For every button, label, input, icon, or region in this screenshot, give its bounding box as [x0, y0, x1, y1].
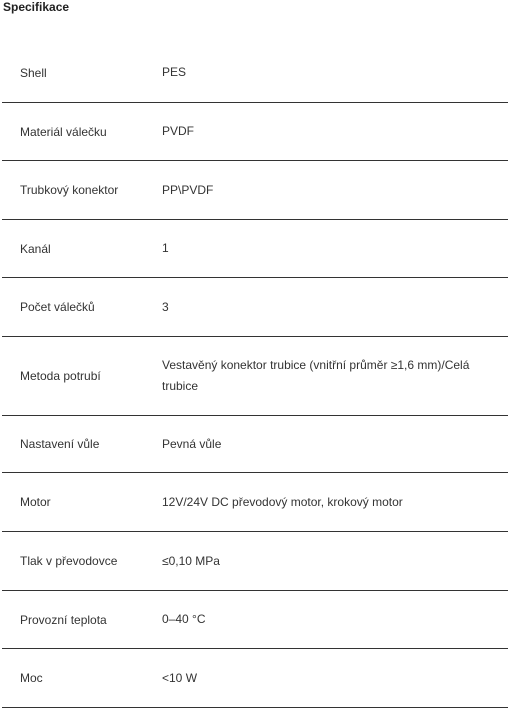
spec-value: 0–40 °C	[162, 612, 206, 626]
spec-row	[2, 337, 508, 416]
spec-table	[2, 43, 508, 708]
spec-row	[2, 278, 508, 337]
spec-row	[2, 43, 508, 103]
spec-row	[2, 161, 508, 220]
spec-value: Pevná vůle	[162, 436, 222, 451]
spec-value: PVDF	[162, 124, 195, 138]
spec-row	[2, 220, 508, 278]
spec-row	[2, 532, 508, 591]
spec-name: Tlak v převodovce	[20, 554, 118, 568]
spec-name: Kanál	[20, 241, 51, 256]
spec-value: ≤0,10 MPa	[162, 553, 220, 568]
spec-value: PP\PVDF	[162, 182, 214, 197]
spec-value: <10 W	[162, 670, 198, 685]
spec-name: Trubkový konektor	[20, 183, 119, 197]
spec-name: Moc	[20, 671, 43, 685]
spec-name: Motor	[20, 495, 51, 509]
spec-name: Nastavení vůle	[20, 437, 100, 451]
spec-name: Shell	[20, 65, 47, 80]
spec-value: Vestavěný konektor trubice (vnitřní průměr ≥1,6 mm)/Celá trubice	[162, 358, 470, 393]
spec-value: PES	[162, 65, 187, 79]
spec-row	[2, 416, 508, 473]
spec-name: Počet válečků	[20, 300, 95, 314]
spec-value: 12V/24V DC převodový motor, krokový motor	[162, 494, 403, 509]
spec-name: Metoda potrubí	[20, 369, 101, 383]
spec-row	[2, 591, 508, 649]
spec-row	[2, 649, 508, 708]
section-heading: Specifikace	[3, 0, 70, 14]
spec-value: 1	[162, 241, 169, 255]
spec-row	[2, 103, 508, 161]
spec-name: Materiál válečku	[20, 124, 107, 139]
spec-row	[2, 473, 508, 532]
spec-name: Provozní teplota	[20, 612, 107, 627]
spec-value: 3	[162, 299, 169, 314]
